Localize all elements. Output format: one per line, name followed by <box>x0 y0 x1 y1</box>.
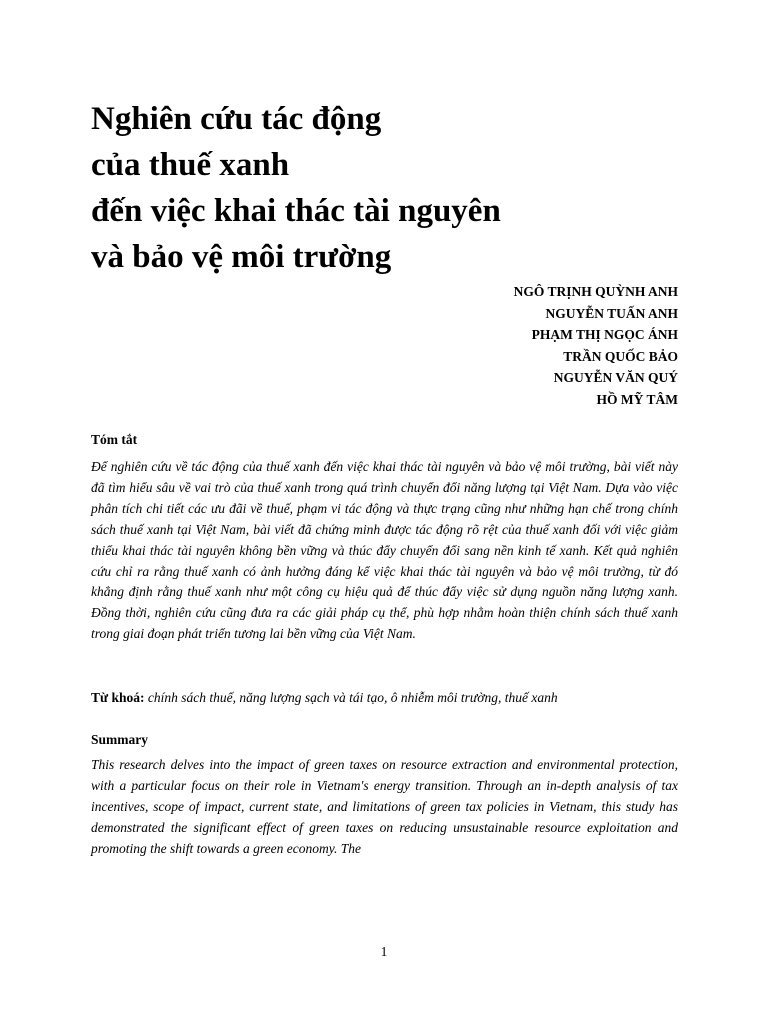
keywords-label: Từ khoá: <box>91 690 145 705</box>
summary-text: This research delves into the impact of green taxes on resource extraction and environmental protection, with a particular focus on their role in Vietnam's energy transition. Through an in-depth analysis of tax incentives, scope of impact, current state, and limitations of green tax policies in Vietnam, this study has demonstrated the significant effect of green taxes on reducing unsustainable resource exploitation and promoting the shift towards a green economy. The <box>91 757 678 856</box>
author-name: PHẠM THỊ NGỌC ÁNH <box>531 327 678 343</box>
summary-heading: Summary <box>91 732 148 747</box>
keywords-text: chính sách thuế, năng lượng sạch và tái tạo, ô nhiễm môi trường, thuế xanh <box>147 690 558 705</box>
page-number: 1 <box>380 944 388 959</box>
author-name: NGÔ TRỊNH QUỲNH ANH <box>513 284 678 299</box>
author-list <box>514 281 678 411</box>
paper-title <box>91 96 501 280</box>
author-name: NGUYỄN VĂN QUÝ <box>553 370 678 386</box>
author-name: NGUYỄN TUẤN ANH <box>545 305 678 321</box>
title-line: của thuế xanh <box>91 147 290 183</box>
author-name: TRẦN QUỐC BẢO <box>563 348 678 364</box>
title-line: và bảo vệ môi trường <box>91 239 392 275</box>
author-name: HỒ MỸ TÂM <box>596 391 678 407</box>
title-line: đến việc khai thác tài nguyên <box>91 193 501 229</box>
title-line: Nghiên cứu tác động <box>91 101 382 137</box>
abstract-heading: Tóm tắt <box>91 432 138 447</box>
keywords-line <box>91 690 558 706</box>
abstract-text: Để nghiên cứu về tác động của thuế xanh đến việc khai thác tài nguyên và bảo vệ môi trường, bài viết này đã tìm hiểu sâu về vai trò của thuế xanh trong quá trình chuyển đổi năng lượng tại Việt Nam. Dựa vào việc phân tích chi tiết các ưu đãi về thuế, phạm vi tác động và thực trạng cũng như những hạn chế trong chính sách thuế xanh tại Việt Nam, bài viết đã chứng minh được tác động rõ rệt của thuế xanh đối với việc giảm thiểu khai thác tài nguyên không bền vững và thúc đẩy chuyển đổi sang nền kinh tế xanh. Kết quả nghiên cứu chỉ ra rằng thuế xanh có ảnh hưởng đáng kể việc khai thác tài nguyên và bảo vệ môi trường, từ đó khẳng định rằng thuế xanh như một công cụ hiệu quả để thúc đẩy việc sử dụng nguồn năng lượng xanh. Đồng thời, nghiên cứu cũng đưa ra các giải pháp cụ thể, phù hợp nhằm hoàn thiện chính sách thuế xanh trong giai đoạn phát triển tương lai bền vững của Việt Nam. <box>91 459 678 642</box>
